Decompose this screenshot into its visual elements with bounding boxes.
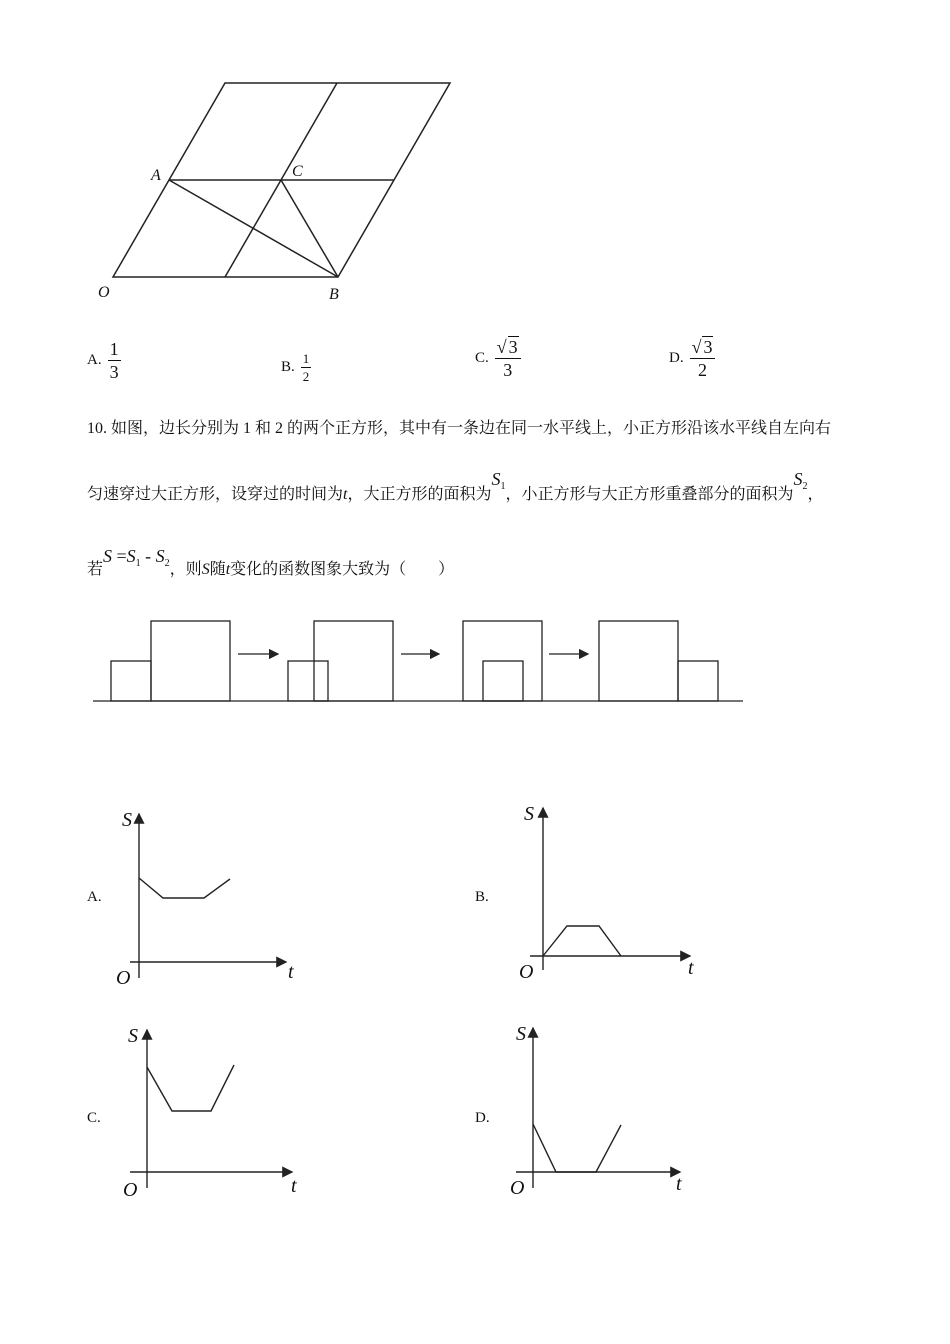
- label-o: O: [98, 284, 110, 301]
- radicand: 3: [508, 337, 518, 357]
- text: 变化的函数图象大致为（ ）: [230, 561, 455, 578]
- eq-s1: S: [126, 546, 136, 566]
- text: ，小正方形与大正方形重叠部分的面积为: [505, 486, 794, 503]
- segment-ab: [169, 180, 338, 277]
- q9-option-d[interactable]: [669, 338, 715, 379]
- denominator: 2: [302, 369, 310, 384]
- fraction: [108, 340, 121, 381]
- graph-option-d-letter[interactable]: D.: [475, 1110, 490, 1126]
- graph-option-a-letter[interactable]: A.: [87, 889, 102, 905]
- x-label: t: [291, 1175, 297, 1197]
- option-letter: B.: [281, 359, 295, 375]
- parallelogram-figure: [0, 0, 950, 320]
- denominator: 3: [109, 362, 119, 382]
- small-square-1: [111, 661, 151, 701]
- small-square-4: [678, 661, 718, 701]
- squares-sequence-figure: [0, 612, 950, 712]
- y-label: S: [524, 803, 534, 825]
- label-b: B: [329, 286, 339, 303]
- s1-main: S: [491, 469, 501, 489]
- s1-sub: 1: [500, 481, 506, 492]
- eq-s2: S: [155, 546, 165, 566]
- eq-s2-sub: 2: [164, 558, 170, 569]
- text: 匀速穿过大正方形，设穿过的时间为: [87, 486, 344, 503]
- s1-symbol: [491, 469, 506, 492]
- q9-option-c[interactable]: [475, 338, 521, 379]
- q10-line-2: [87, 469, 824, 506]
- option-letter: C.: [475, 350, 489, 366]
- graph-option-b-letter[interactable]: B.: [475, 889, 489, 905]
- eq-s1-sub: 1: [135, 558, 141, 569]
- var-t: t: [343, 486, 348, 503]
- s2-main: S: [793, 469, 803, 489]
- x-label: t: [688, 957, 694, 979]
- q10-line-3: [87, 546, 455, 581]
- graph-option-b[interactable]: [500, 800, 710, 990]
- segment-cb: [281, 180, 338, 277]
- eq-minus: -: [140, 546, 156, 566]
- fraction: [301, 352, 312, 383]
- graph-option-c[interactable]: [110, 1020, 320, 1210]
- option-letter: A.: [87, 352, 102, 368]
- x-label: t: [288, 961, 294, 983]
- text: 若: [87, 561, 104, 578]
- graph-option-d[interactable]: [500, 1020, 700, 1210]
- text: ，: [807, 486, 824, 503]
- option-letter: D.: [669, 350, 684, 366]
- var-s: S: [201, 561, 210, 578]
- denominator: 2: [698, 360, 708, 380]
- numerator: 1: [302, 351, 310, 366]
- equation: [103, 546, 170, 569]
- s2-sub: 2: [802, 481, 808, 492]
- q10-line-1: 10. 如图，边长分别为 1 和 2 的两个正方形，其中有一条边在同一水平线上，小正方形沿该水平线自左向右: [87, 420, 832, 437]
- numerator: 1: [109, 339, 119, 359]
- curve: [147, 1065, 234, 1111]
- graph-option-a[interactable]: [110, 800, 310, 990]
- label-a: A: [151, 167, 161, 184]
- eq-s: S: [103, 546, 113, 566]
- big-square-1: [151, 621, 230, 701]
- var-t: t: [225, 561, 231, 578]
- graph-option-c-letter[interactable]: C.: [87, 1110, 101, 1126]
- y-label: S: [516, 1023, 526, 1045]
- small-square-2: [288, 661, 328, 701]
- numerator: √ 3: [690, 338, 716, 359]
- curve: [543, 926, 621, 956]
- q9-option-b[interactable]: [281, 352, 311, 383]
- y-label: S: [128, 1025, 138, 1047]
- q9-option-a[interactable]: [87, 340, 121, 381]
- y-label: S: [122, 809, 132, 831]
- origin-label: O: [123, 1179, 138, 1201]
- text: ，大正方形的面积为: [347, 486, 492, 503]
- origin-label: O: [519, 961, 534, 983]
- eq-equals: =: [112, 546, 127, 566]
- origin-label: O: [510, 1177, 525, 1199]
- curve: [533, 1124, 621, 1172]
- fraction: [690, 338, 716, 379]
- radicand: 3: [703, 337, 713, 357]
- curve: [139, 878, 230, 898]
- fraction: [495, 338, 521, 379]
- label-c: C: [292, 163, 303, 180]
- numerator: √ 3: [495, 338, 521, 359]
- denominator: 3: [503, 360, 513, 380]
- big-square-4: [599, 621, 678, 701]
- x-label: t: [676, 1173, 682, 1195]
- s2-symbol: [793, 469, 808, 492]
- text: 随: [209, 561, 226, 578]
- text: ，则: [169, 561, 202, 578]
- small-square-3: [483, 661, 523, 701]
- origin-label: O: [116, 967, 131, 989]
